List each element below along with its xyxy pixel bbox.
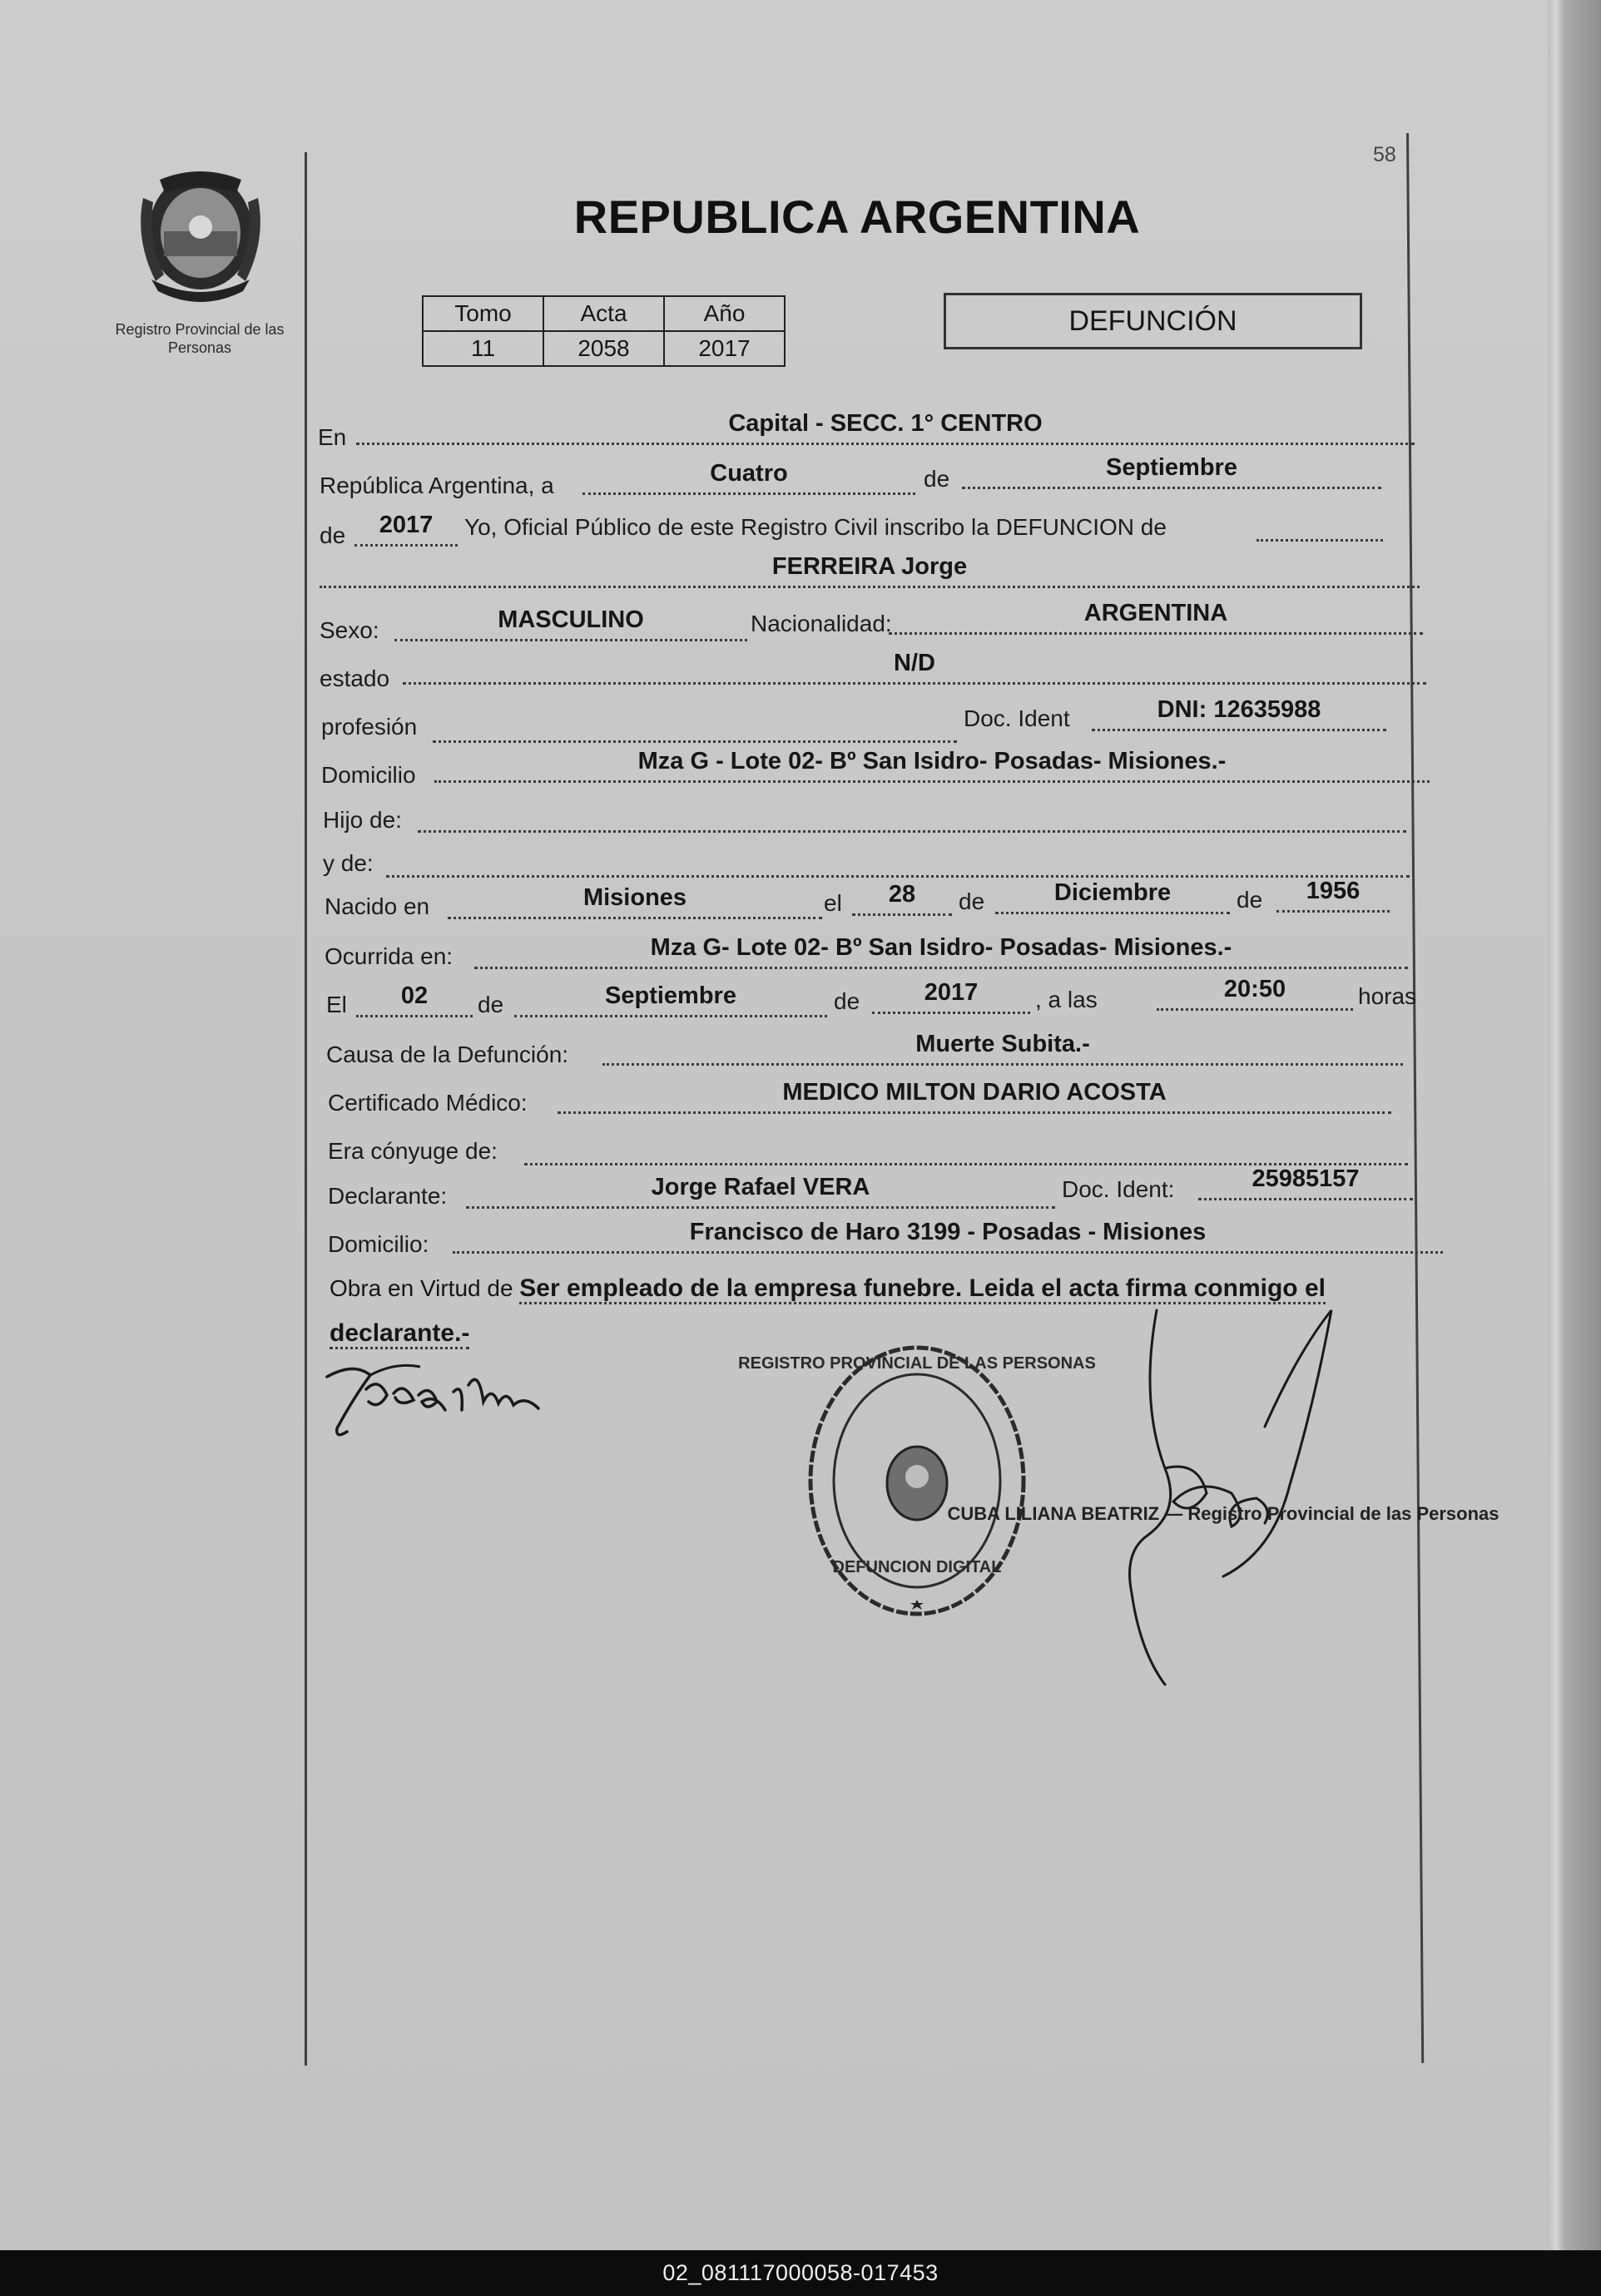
en-label: En <box>318 424 347 450</box>
nacido-el-label: el <box>824 890 842 916</box>
nacido-field: Misiones <box>448 883 822 919</box>
certificado-field: MEDICO MILTON DARIO ACOSTA <box>558 1078 1391 1114</box>
official-signature <box>947 1302 1499 1693</box>
yde-label: y de: <box>323 850 374 876</box>
domicilio-field: Mza G - Lote 02- Bº San Isidro- Posadas- Misiones.- <box>434 747 1430 783</box>
profesion-label: profesión <box>321 714 418 740</box>
republica-label: República Argentina, a <box>320 473 554 498</box>
horas-label: horas <box>1358 983 1417 1009</box>
nacido-anio-field: 1956 <box>1276 877 1390 913</box>
tomo-value: 11 <box>423 331 543 366</box>
footer-file-id: 02_081117000058-017453 <box>0 2250 1601 2296</box>
certificado-label: Certificado Médico: <box>328 1090 528 1116</box>
record-table <box>422 295 786 367</box>
ocurrida-label: Ocurrida en: <box>325 943 454 969</box>
inscribo-blank <box>1257 506 1383 542</box>
page-edge <box>1548 0 1564 2250</box>
fallec-el-label: El <box>326 992 347 1017</box>
nacionalidad-field: ARGENTINA <box>889 599 1423 635</box>
estado-field: N/D <box>403 649 1426 685</box>
acta-header: Acta <box>543 296 664 331</box>
anio-field: 2017 <box>354 511 458 547</box>
fallec-hora-field: 20:50 <box>1157 975 1353 1011</box>
declarante-label: Declarante: <box>328 1183 448 1209</box>
declarante-field: Jorge Rafael VERA <box>466 1173 1055 1209</box>
conyuge-label: Era cónyuge de: <box>328 1138 498 1164</box>
nacido-de-label-1: de <box>959 888 985 914</box>
nacido-de-label-2: de <box>1237 887 1263 913</box>
decl-domicilio-field: Francisco de Haro 3199 - Posadas - Misiones <box>453 1218 1443 1254</box>
lugar-field: Capital - SECC. 1° CENTRO <box>356 409 1415 445</box>
nacido-dia-field: 28 <box>852 880 952 916</box>
alas-label: , a las <box>1035 987 1098 1012</box>
fallec-de-label-2: de <box>834 988 860 1014</box>
obra-value: Ser empleado de la empresa funebre. Leida el acta firma conmigo el declarante.- <box>330 1274 1326 1349</box>
declarant-signature <box>320 1352 545 1452</box>
de-label-2: de <box>320 522 346 548</box>
mes-field: Septiembre <box>962 453 1381 489</box>
causa-label: Causa de la Defunción: <box>326 1042 569 1067</box>
decl-domicilio-label: Domicilio: <box>328 1231 429 1257</box>
yde-field <box>386 842 1410 878</box>
tomo-header: Tomo <box>423 296 543 331</box>
doc-ident-label: Doc. Ident <box>964 705 1070 731</box>
fallec-anio-field: 2017 <box>872 978 1030 1014</box>
registry-round-stamp <box>738 1335 1096 1626</box>
decl-doc-label: Doc. Ident: <box>1062 1176 1175 1202</box>
official-name-stamp: CUBA LILIANA BEATRIZ — Registro Provincial de las Personas <box>947 1503 1499 1524</box>
document-title: REPUBLICA ARGENTINA <box>573 191 1141 243</box>
page-number: 58 <box>1373 143 1396 166</box>
inscribo-text: Yo, Oficial Público de este Registro Civil inscribo la DEFUNCION de <box>464 514 1167 540</box>
sexo-label: Sexo: <box>320 617 379 643</box>
domicilio-label: Domicilio <box>321 762 416 788</box>
nacido-mes-field: Diciembre <box>995 878 1230 914</box>
estado-label: estado <box>320 666 390 691</box>
acta-value: 2058 <box>543 331 664 366</box>
nombre-field: FERREIRA Jorge <box>320 552 1420 588</box>
stamp-ring-text: REGISTRO PROVINCIAL DE LAS PERSONAS <box>738 1354 1096 1373</box>
hijo-field <box>418 797 1406 833</box>
de-label-1: de <box>924 466 950 492</box>
logo-caption: Registro Provincial de las Personas <box>115 321 285 356</box>
anio-header: Año <box>664 296 785 331</box>
profesion-field <box>433 707 957 743</box>
doc-ident-field: DNI: 12635988 <box>1092 695 1386 731</box>
nacionalidad-label: Nacionalidad: <box>751 611 892 636</box>
fallec-de-label-1: de <box>478 992 504 1017</box>
fallec-mes-field: Septiembre <box>514 982 827 1017</box>
decl-doc-field: 25985157 <box>1198 1165 1413 1200</box>
sexo-field: MASCULINO <box>394 606 747 641</box>
left-margin-rule <box>305 152 307 2066</box>
stamp-inner-text: DEFUNCION DIGITAL <box>832 1558 1002 1576</box>
ocurrida-field: Mza G- Lote 02- Bº San Isidro- Posadas- Misiones.- <box>474 933 1408 969</box>
conyuge-field <box>524 1130 1408 1165</box>
dia-field: Cuatro <box>582 459 915 495</box>
fallec-dia-field: 02 <box>356 982 473 1017</box>
record-type-box: DEFUNCIÓN <box>944 293 1362 349</box>
hijo-label: Hijo de: <box>323 807 402 833</box>
nacido-label: Nacido en <box>325 893 430 919</box>
causa-field: Muerte Subita.- <box>602 1030 1403 1066</box>
obra-label: Obra en Virtud de <box>330 1275 513 1301</box>
anio-value: 2017 <box>664 331 785 366</box>
misiones-crest-logo <box>126 165 275 306</box>
